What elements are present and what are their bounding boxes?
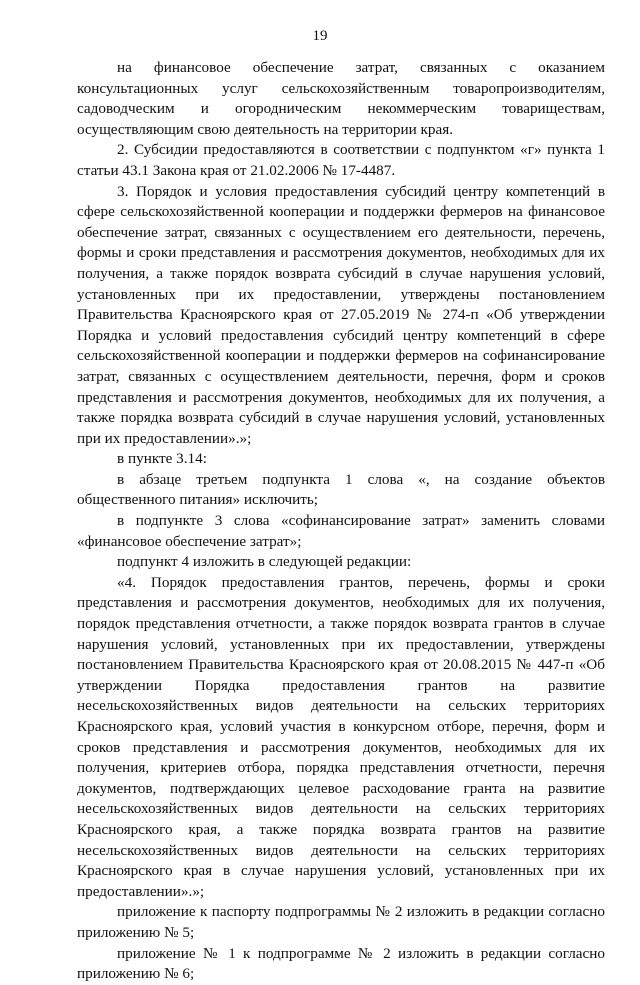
paragraph-appendix-5: приложение к паспорту подпрограммы № 2 изложить в редакции согласно приложению № 5; [77, 903, 605, 941]
paragraph-point-3-14: в пункте 3.14: [117, 450, 207, 468]
paragraph-subpoint-4-text: «4. Порядок предоставления грантов, перечень, формы и сроки представления и рассмотрения документов, необходимых для их получения, порядок представления отчетности, а также порядок возврата грантов в случае нарушения условий, установленных при их предоставлении, утверждены постановлением Правительства Красноярского края от 20.08.2015 № 447-п «Об утверждении Порядка предоставления грантов на развитие несельскохозяйственных видов деятельности на сельских территориях Красноярского края, условий участия в конкурсном отборе, перечня, форм и сроков представления и рассмотрения документов, необходимых для их получения, критериев отбора, порядка представления отчетности, перечня документов, подтверждающих целевое расходование гранта на развитие несельскохозяйственных видов деятельности на сельских территориях Красноярского края, а также порядка возврата грантов на развитие несельскохозяйственных видов деятельности на сельских территориях Красноярского края в случае нарушения условий, установленных при их предоставлении».»; [77, 573, 605, 900]
paragraph-item-3: 3. Порядок и условия предоставления субсидий центру компетенций в сфере сельскохозяйственной кооперации и поддержки фермеров на финансовое обеспечение затрат, связанных с осуществлением его деятельности, перечень, формы и сроки представления и рассмотрения документов, необходимых для их получения, а также порядок возврата субсидий в случае нарушения условий, установленных при их предоставлении, утверждены постановлением Правительства Красноярского края от 27.05.2019 № 274-п «Об утверждении Порядка и условий предоставления субсидий центру компетенций в сфере сельскохозяйственной кооперации и поддержки фермеров на софинансирование затрат, связанных с осуществлением деятельности, перечня, форм и сроков представления и рассмотрения документов, необходимых для их получения, а также порядка возврата субсидий в случае нарушения условий, установленных при их предоставлении».»; [77, 182, 605, 447]
paragraph-subpoint-4-intro: подпункт 4 изложить в следующей редакции: [117, 553, 412, 571]
paragraph-subpoint-1: в абзаце третьем подпункта 1 слова «, на создание объектов общественного питания» исключить; [77, 470, 605, 509]
document-body [77, 58, 605, 985]
paragraph-appendix-6: приложение № 1 к подпрограмме № 2 изложить в редакции согласно приложению № 6; [77, 944, 605, 983]
paragraph-subpoint-3: в подпункте 3 слова «софинансирование затрат» заменить словами «финансовое обеспечение затрат»; [77, 512, 605, 550]
page-number: 19 [312, 28, 328, 44]
paragraph-continuation: на финансовое обеспечение затрат, связанных с оказанием консультационных услуг сельскохозяйственным товаропроизводителям, садоводческим и огородническим некоммерческим товариществам, осуществляющим свою деятельность на территории края. [77, 59, 605, 138]
paragraph-item-2: 2. Субсидии предоставляются в соответствии с подпунктом «г» пункта 1 статьи 43.1 Закона края от 21.02.2006 № 17-4487. [77, 141, 605, 179]
